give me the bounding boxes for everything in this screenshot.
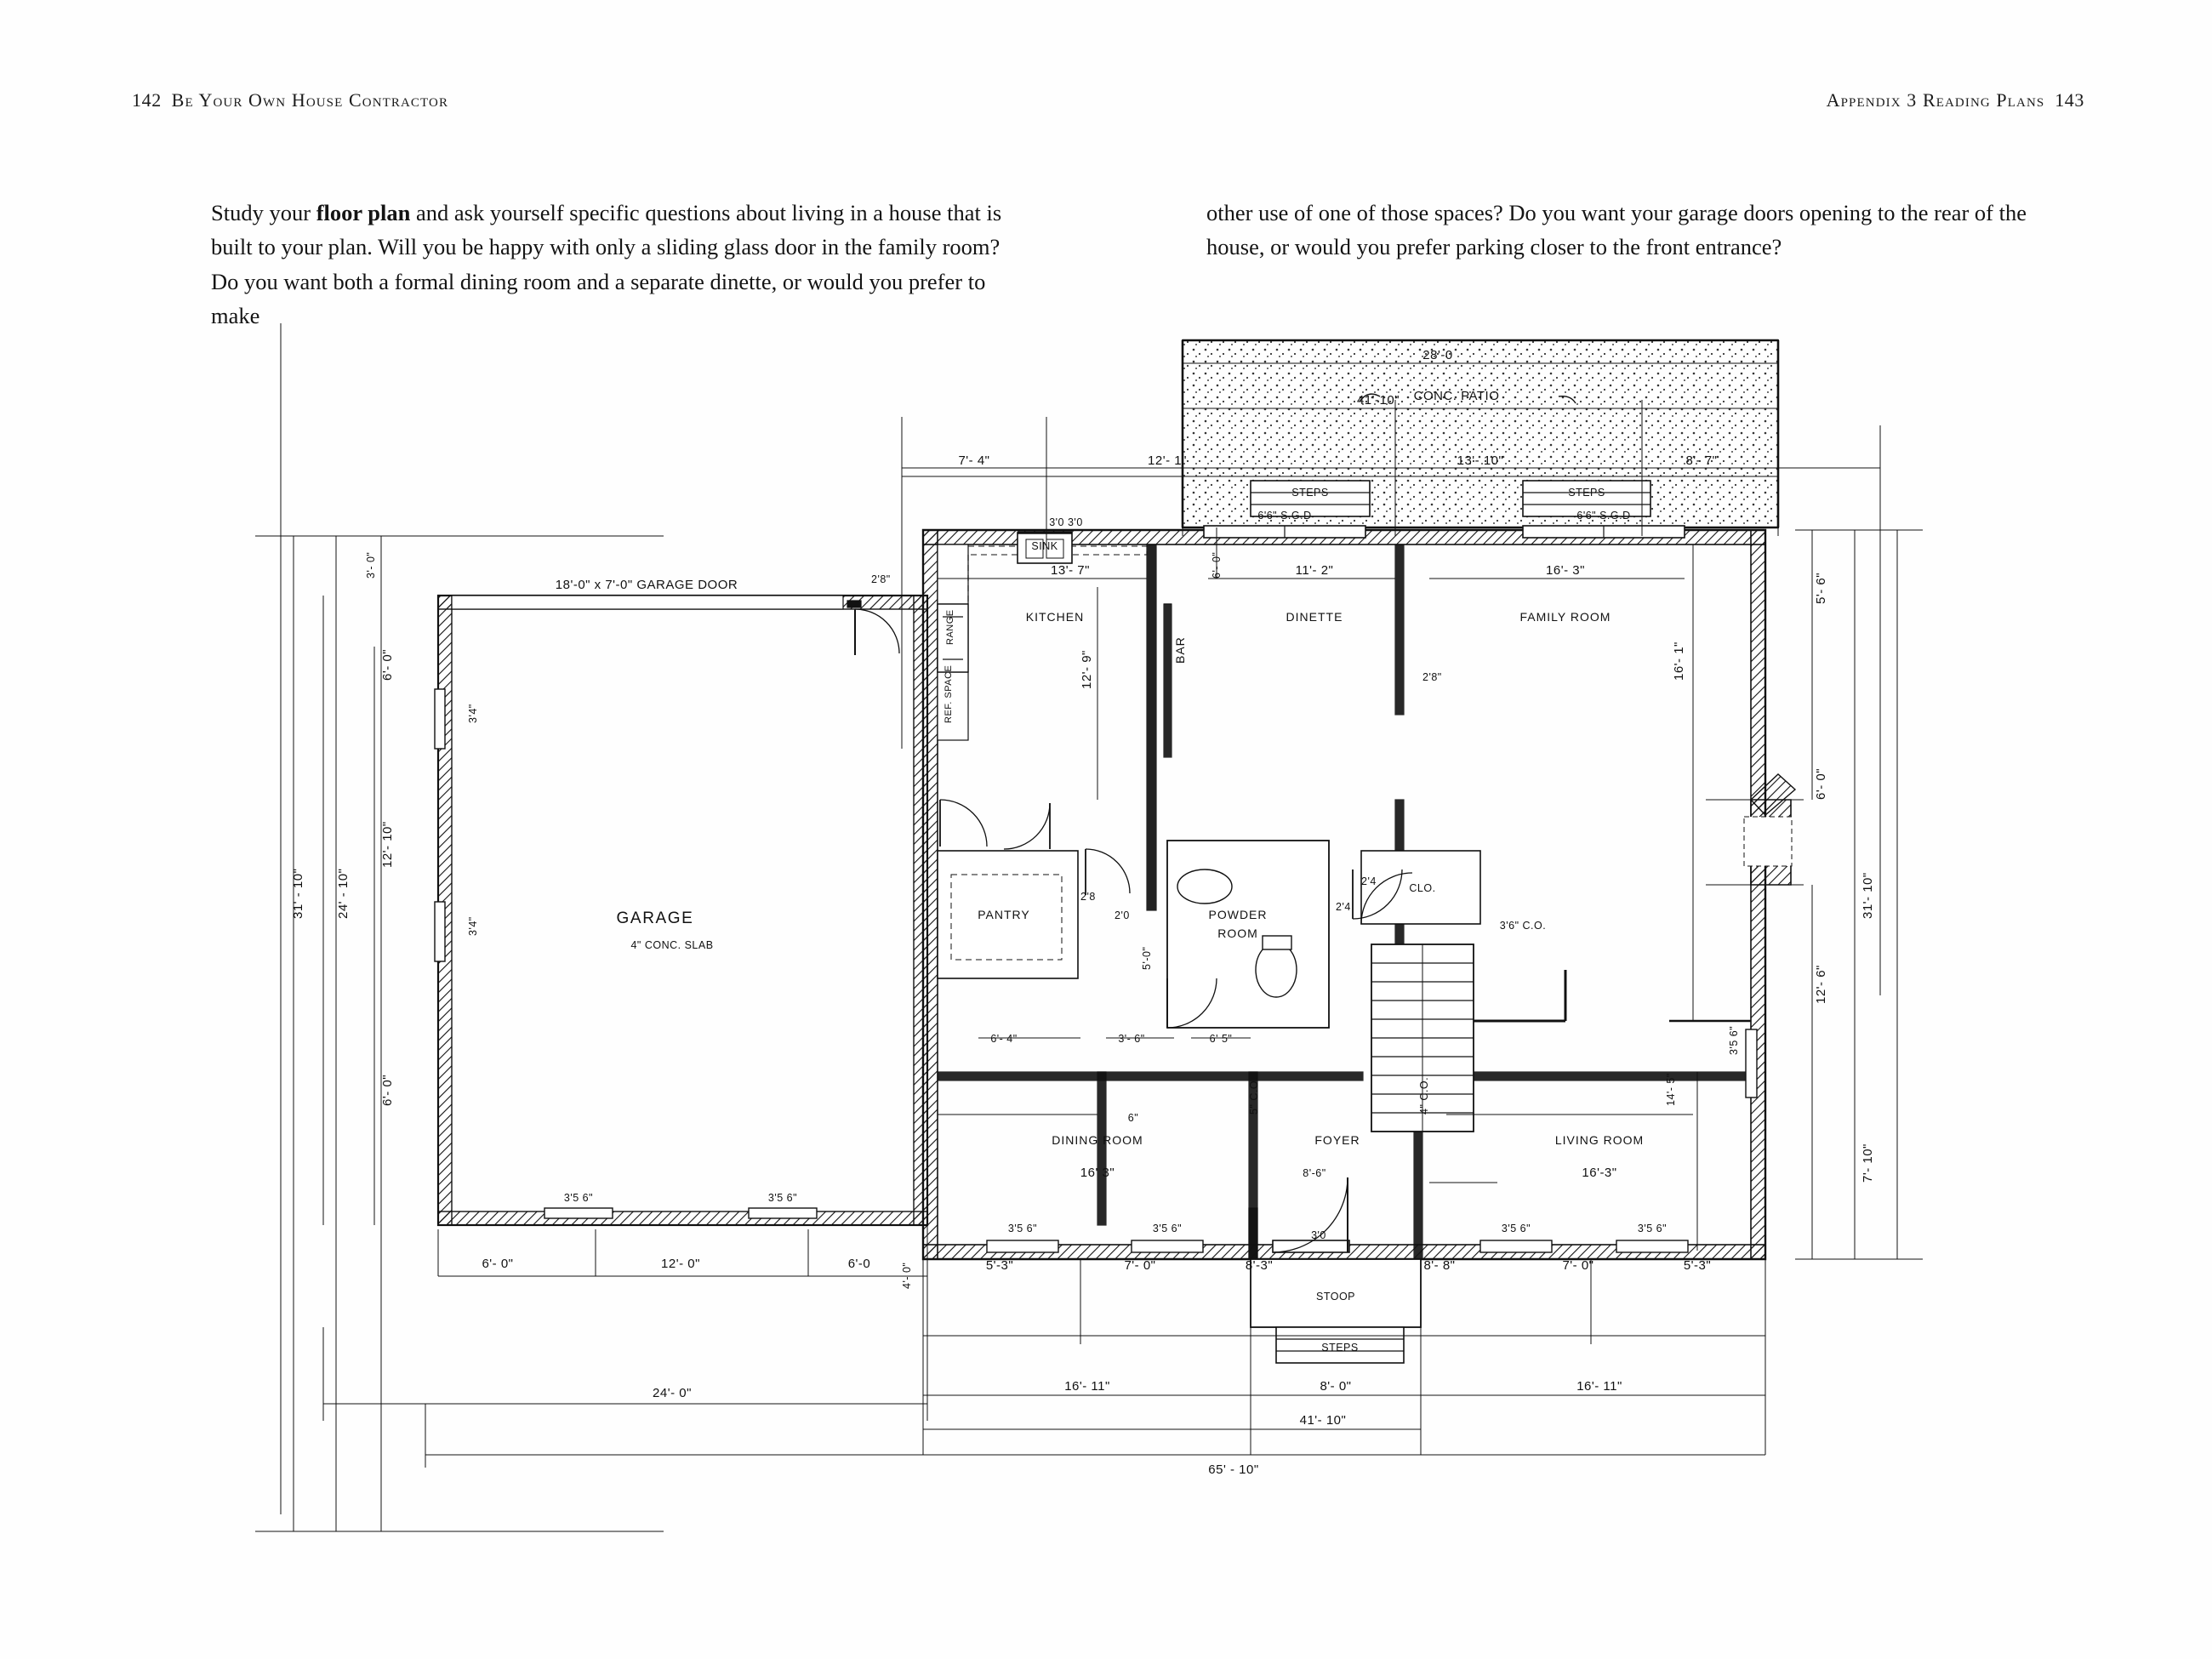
label-window-3-56-c: 3'5 6" <box>1007 1223 1038 1234</box>
label-door-2-4-powder: 2'4 <box>1336 901 1351 913</box>
dim-bottom-8-8: 8'- 8" <box>1423 1258 1456 1273</box>
dim-5-0: 5'-0" <box>1141 946 1153 970</box>
dim-garage-6-0-b: 6'-0 <box>847 1257 871 1271</box>
room-label-dining: DINING ROOM <box>1052 1133 1143 1147</box>
label-5-co: 5" C.O. <box>1248 1076 1260 1115</box>
label-garage-slab: 4" CONC. SLAB <box>630 939 714 951</box>
dim-bottom-16-11-b: 16'- 11" <box>1576 1379 1622 1394</box>
label-4-co: 4" C.O. <box>1418 1076 1430 1115</box>
page-number-left: 142 <box>132 89 162 111</box>
running-head-left <box>132 89 453 111</box>
dim-top-13-10: 13'- 10" <box>1457 453 1504 468</box>
label-sink: SINK <box>1031 540 1058 552</box>
label-sgd-left: 6'6" S.G.D <box>1257 510 1312 522</box>
room-label-living: LIVING ROOM <box>1554 1133 1645 1147</box>
dim-dinette-11-2: 11'- 2" <box>1295 563 1334 578</box>
room-label-family: FAMILY ROOM <box>1519 610 1611 624</box>
room-label-kitchen: KITCHEN <box>1025 610 1085 624</box>
dim-bottom-7-0-a: 7'- 0" <box>1124 1258 1156 1273</box>
label-front-steps: STEPS <box>1321 1342 1359 1354</box>
dim-top-8-7: 8'- 7" <box>1685 453 1718 468</box>
label-ref-space: REF. SPACE <box>944 664 954 723</box>
dim-kitchen-13-7: 13'- 7" <box>1051 563 1090 578</box>
body-text-part2: and ask yourself specific questions about living in a house that is built to your plan. Will you be happy with only a sliding glass door in the family room? Do you want both a formal dining room and a separate dinette, or would you prefer to make <box>211 200 1002 328</box>
dim-left-6-0-b: 6'- 0" <box>380 1074 395 1106</box>
label-window-3-56-a: 3'5 6" <box>563 1192 594 1204</box>
dim-kitchen-12-9: 12'- 9" <box>1080 650 1094 689</box>
dim-top-7-4: 7'- 4" <box>958 453 990 468</box>
label-door-2-8-family: 2'8" <box>1422 671 1442 683</box>
dim-dining-6: 6" <box>1127 1112 1139 1124</box>
running-head-right <box>1821 89 2084 111</box>
dim-garage-12-0: 12'- 0" <box>661 1257 700 1271</box>
dim-patio-width: 28'-0 <box>1422 348 1453 362</box>
body-text-part1: Study your <box>211 200 316 225</box>
dim-bottom-16-11-a: 16'- 11" <box>1064 1379 1110 1394</box>
dim-living-14-5: 14'- 5" <box>1665 1073 1677 1106</box>
dim-left-3-0: 3'- 0" <box>365 551 377 579</box>
label-door-2-4-clo: 2'4 <box>1361 875 1377 887</box>
label-window-3-4-a: 3'4" <box>467 704 479 723</box>
label-door-2-0: 2'0 <box>1115 909 1130 921</box>
dim-left-24-10: 24' - 10" <box>336 868 351 919</box>
dim-patio-41-10: 41'-10" <box>1356 393 1400 408</box>
label-patio-steps-2: STEPS <box>1568 487 1605 499</box>
room-label-powder: POWDER <box>1208 908 1268 921</box>
dim-top-12-1: 12'- 1" <box>1148 453 1187 468</box>
dim-bottom-8-3: 8'-3" <box>1245 1258 1274 1273</box>
label-kitchen-header: 3'0 3'0 <box>1049 516 1083 528</box>
room-label-pantry: PANTRY <box>978 908 1030 921</box>
dim-foyer-8-6: 8'-6" <box>1303 1167 1326 1179</box>
dim-left-12-10: 12'- 10" <box>380 821 395 868</box>
body-column-left <box>211 196 1032 333</box>
dim-bottom-5-3-b: 5'-3" <box>1683 1258 1712 1273</box>
dim-family-16-3: 16'- 3" <box>1546 563 1585 578</box>
room-label-dinette: DINETTE <box>1286 610 1343 624</box>
dim-right-31-10: 31'- 10" <box>1861 872 1875 919</box>
dim-bottom-8-0: 8'- 0" <box>1320 1379 1352 1394</box>
room-label-bar: BAR <box>1173 636 1187 664</box>
label-window-3-56-e: 3'5 6" <box>1501 1223 1531 1234</box>
dim-bottom-65-10: 65' - 10" <box>1208 1462 1259 1477</box>
dim-bottom-5-3-a: 5'-3" <box>985 1258 1014 1273</box>
dim-living-16-3: 16'-3" <box>1582 1166 1617 1180</box>
dim-right-5-6: 5'- 6" <box>1814 572 1828 604</box>
dim-pantry-6-4: 6'- 4" <box>990 1033 1018 1045</box>
label-window-3-4-b: 3'4" <box>467 916 479 936</box>
label-window-3-56-d: 3'5 6" <box>1152 1223 1183 1234</box>
body-text-bold: floor plan <box>316 200 411 225</box>
label-conc-patio: CONC. PATIO <box>1413 389 1500 403</box>
dim-3-6: 3'- 6" <box>1118 1033 1145 1045</box>
label-front-door-3-0: 3'0 <box>1311 1229 1326 1241</box>
chapter-title: Appendix 3 Reading Plans <box>1826 89 2045 111</box>
label-stoop: STOOP <box>1315 1291 1356 1303</box>
label-closet: CLO. <box>1409 882 1436 894</box>
label-window-3-56-right: 3'5 6" <box>1728 1025 1740 1055</box>
label-patio-steps-1: STEPS <box>1291 487 1329 499</box>
room-label-powder-2: ROOM <box>1217 926 1258 940</box>
dim-left-31-10: 31' - 10" <box>291 868 305 919</box>
dim-dinette-6-0: 6'- 0" <box>1211 551 1223 579</box>
label-window-3-56-b: 3'5 6" <box>767 1192 798 1204</box>
label-door-2-8-garage: 2'8" <box>871 573 891 585</box>
body-column-right <box>1206 196 2027 265</box>
dim-6-5: 6' 5" <box>1209 1033 1233 1045</box>
dim-garage-6-0-a: 6'- 0" <box>482 1257 514 1271</box>
label-sgd-right: 6'6" S.G.D <box>1576 510 1631 522</box>
dim-garage-4-0: 4'- 0" <box>901 1262 913 1289</box>
dim-right-12-6: 12'- 6" <box>1814 965 1828 1004</box>
dim-right-6-0: 6'- 0" <box>1814 767 1828 800</box>
floor-plan-drawing <box>0 323 2212 1477</box>
dim-bottom-24-0: 24'- 0" <box>653 1386 692 1400</box>
dim-right-7-10: 7'- 10" <box>1861 1143 1875 1183</box>
book-title: Be Your Own House Contractor <box>171 89 449 111</box>
label-window-3-56-f: 3'5 6" <box>1637 1223 1668 1234</box>
label-door-2-8-pantry: 2'8 <box>1080 891 1096 903</box>
dim-left-6-0-a: 6'- 0" <box>380 648 395 681</box>
dim-bottom-7-0-b: 7'- 0" <box>1562 1258 1594 1273</box>
body-text-right: other use of one of those spaces? Do you want your garage doors opening to the rear of the house, or would you prefer parking closer to the front entrance? <box>1206 200 2027 260</box>
page-number-right: 143 <box>2055 89 2084 111</box>
dim-bottom-41-10: 41'- 10" <box>1299 1413 1347 1428</box>
dim-dining-16-3: 16' 3" <box>1080 1166 1115 1180</box>
room-label-foyer: FOYER <box>1314 1133 1360 1147</box>
label-garage-door: 18'-0" x 7'-0" GARAGE DOOR <box>555 578 738 592</box>
label-range: RANGE <box>945 609 955 645</box>
dim-family-16-1: 16'- 1" <box>1672 641 1686 681</box>
room-label-garage: GARAGE <box>616 909 694 927</box>
label-3-6-co: 3'6" C.O. <box>1499 920 1547 932</box>
